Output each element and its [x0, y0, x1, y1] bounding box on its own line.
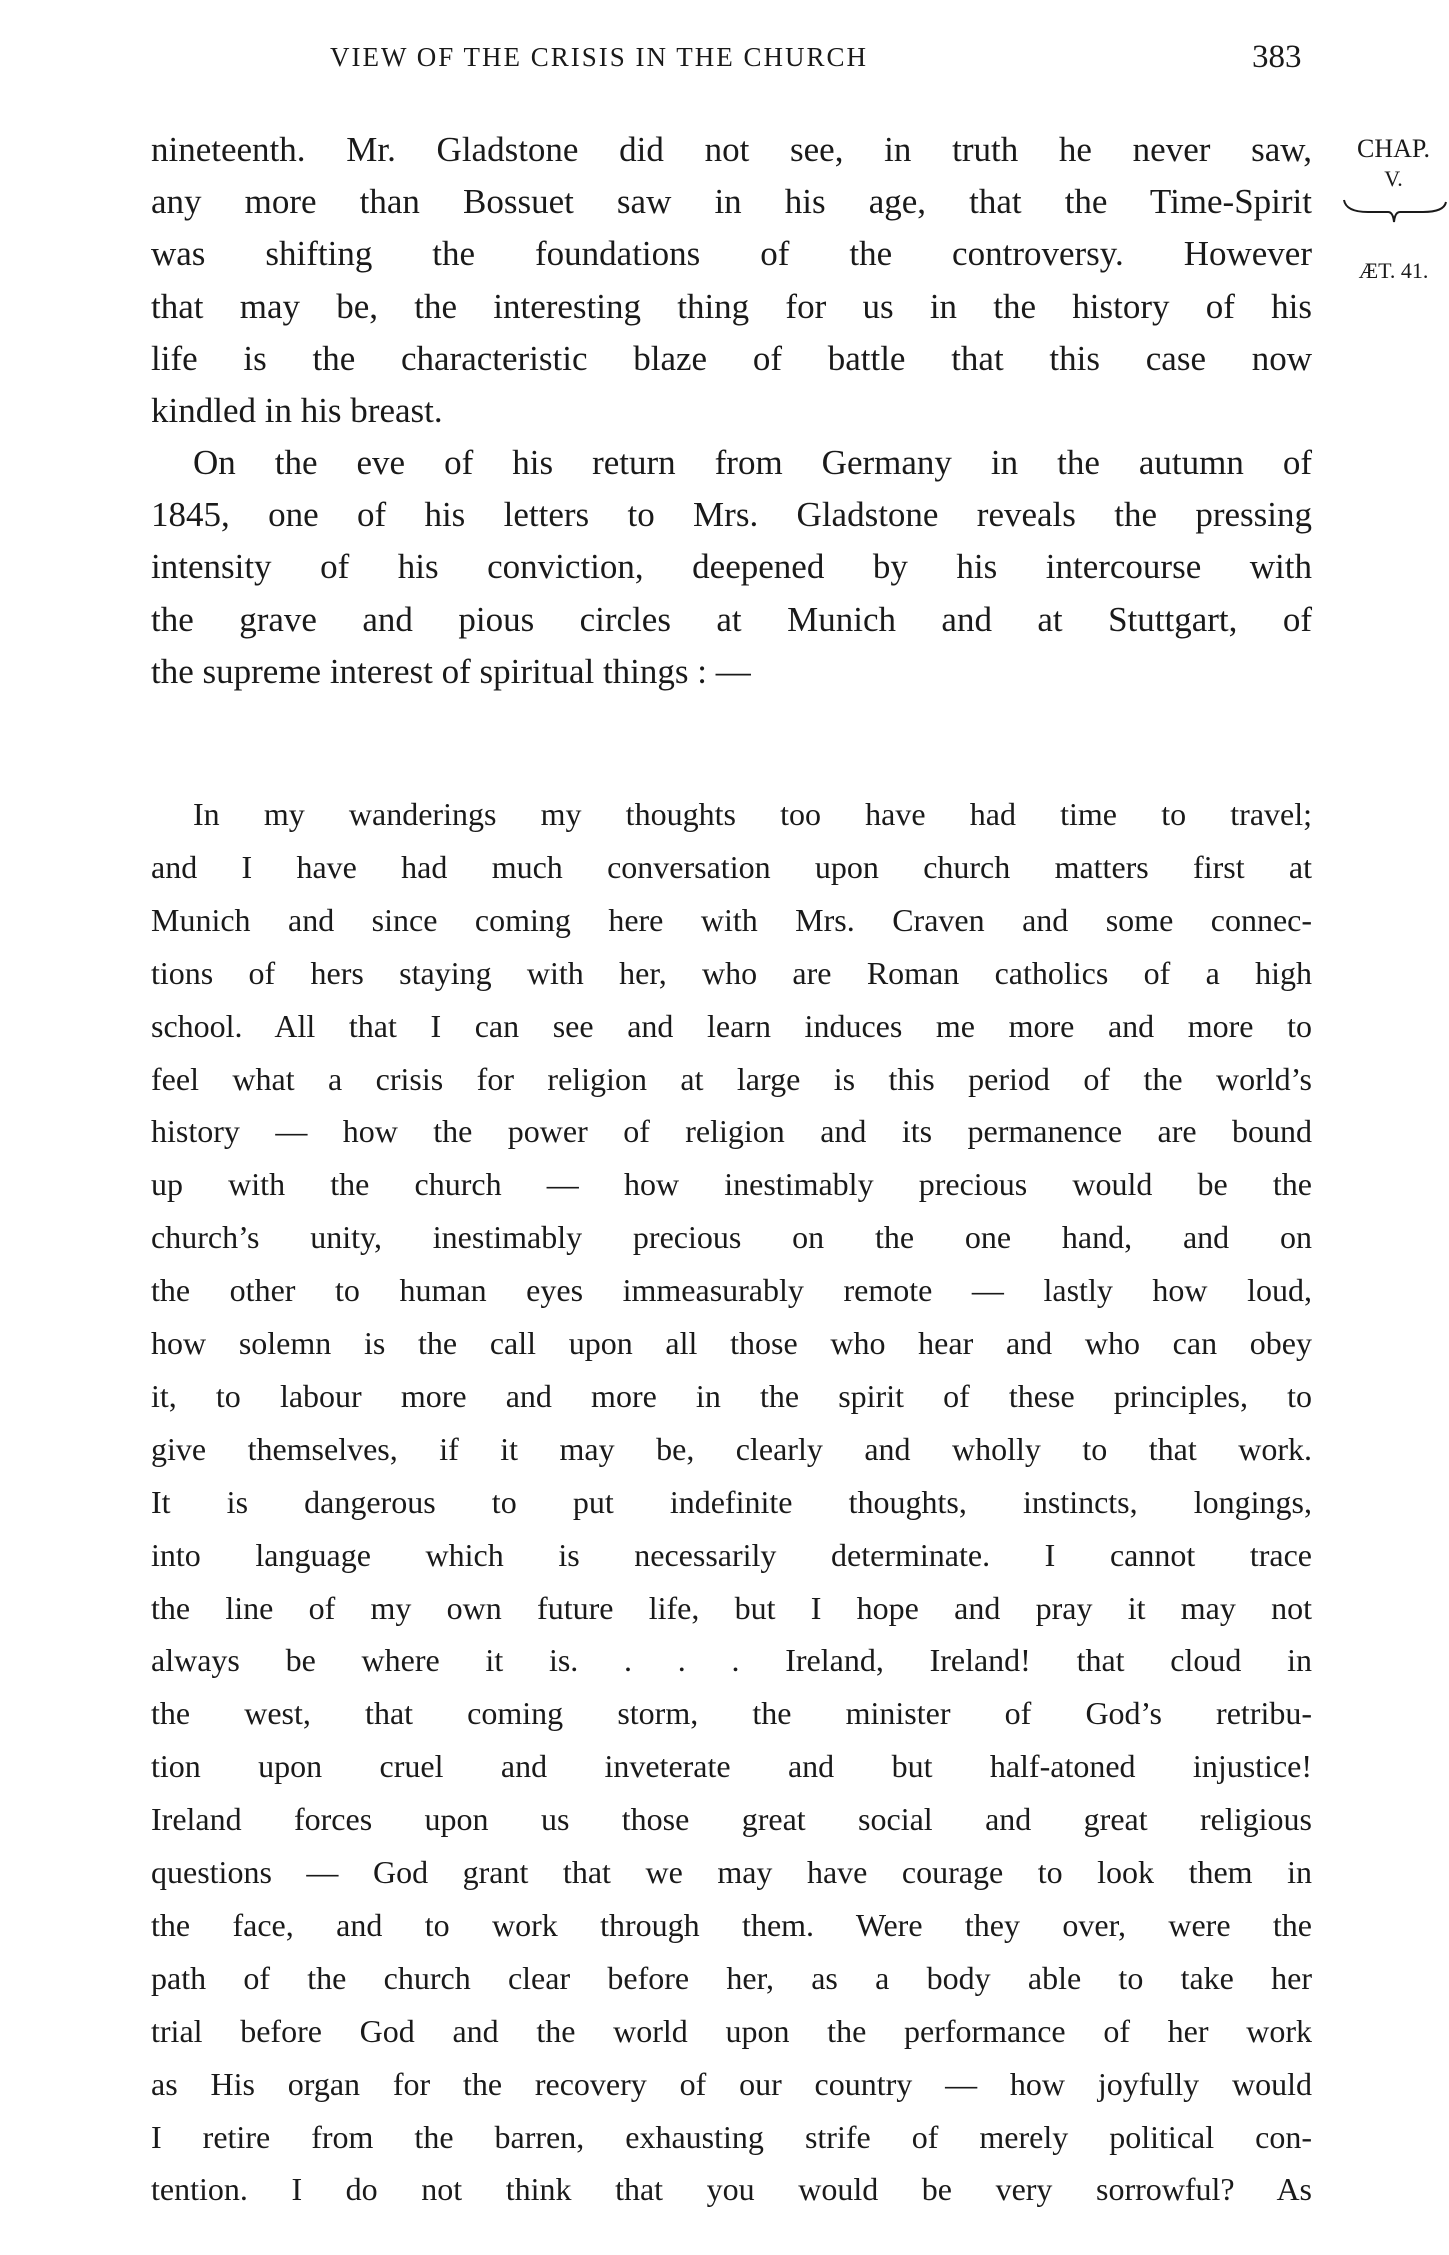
text-line: nineteenth. Mr. Gladstone did not see, in truth he never saw, [151, 130, 1312, 169]
text-line: the other to human eyes immeasurably remote — lastly how loud, [151, 1272, 1312, 1309]
text-line: the face, and to work through them. Were they over, were the [151, 1906, 1312, 1943]
text-line: as His organ for the recovery of our country — how joyfully would [151, 2065, 1312, 2102]
text-line: trial before God and the world upon the performance of her work [151, 2012, 1312, 2049]
text-line: church’s unity, inestimably precious on the one hand, and on [151, 1219, 1312, 1256]
text-line: tion upon cruel and inveterate and but half-atoned injustice! [151, 1748, 1312, 1785]
text-line: questions — God grant that we may have courage to look them in [151, 1854, 1312, 1890]
text-line: how solemn is the call upon all those who hear and who can obey [151, 1325, 1312, 1361]
margin-chapter-label: CHAP. [1357, 134, 1430, 163]
page-number: 383 [1252, 39, 1302, 75]
text-line: the line of my own future life, but I hope and pray it may not [151, 1589, 1312, 1626]
text-line: intensity of his conviction, deepened by his intercourse with [151, 547, 1312, 587]
text-line: the west, that coming storm, the minister of God’s retribu- [151, 1695, 1312, 1732]
text-line: always be where it is. . . . Ireland, Ireland! that cloud in [151, 1642, 1312, 1679]
text-line: school. All that I can see and learn induces me more and more to [151, 1007, 1312, 1044]
text-line: path of the church clear before her, as a body able to take her [151, 1959, 1312, 1996]
text-line: On the eve of his return from Germany in the autumn of [193, 443, 1312, 482]
text-line: It is dangerous to put indefinite thoughts, instincts, longings, [151, 1483, 1312, 1520]
text-line: Ireland forces upon us those great social and great religious [151, 1801, 1312, 1838]
text-line: the grave and pious circles at Munich and at Stuttgart, of [151, 599, 1312, 639]
text-line: give themselves, if it may be, clearly and wholly to that work. [151, 1430, 1312, 1467]
text-line: it, to labour more and more in the spirit of these principles, to [151, 1377, 1312, 1414]
text-line: tention. I do not think that you would be very sorrowful? As [151, 2171, 1312, 2208]
margin-chapter-number: V. [1384, 166, 1403, 191]
margin-age-label: ÆT. 41. [1358, 258, 1429, 283]
text-line: was shifting the foundations of the controversy. However [151, 234, 1312, 274]
text-line: I retire from the barren, exhausting strife of merely political con- [151, 2118, 1312, 2155]
running-title: VIEW OF THE CRISIS IN THE CHURCH [330, 42, 869, 72]
text-line: Munich and since coming here with Mrs. Craven and some connec- [151, 901, 1312, 938]
text-line: In my wanderings my thoughts too have had time to travel; [193, 796, 1312, 832]
text-line: and I have had much conversation upon church matters first at [151, 848, 1312, 885]
text-line: any more than Bossuet saw in his age, that the Time-Spirit [151, 182, 1312, 222]
text-line: history — how the power of religion and its permanence are bound [151, 1113, 1312, 1150]
text-line: life is the characteristic blaze of battle that this case now [151, 338, 1312, 378]
brace-icon [1338, 198, 1449, 226]
text-line: 1845, one of his letters to Mrs. Gladstone reveals the pressing [151, 495, 1312, 535]
text-line: up with the church — how inestimably precious would be the [151, 1166, 1312, 1203]
text-line: into language which is necessarily determinate. I cannot trace [151, 1536, 1312, 1573]
text-line: tions of hers staying with her, who are Roman catholics of a high [151, 954, 1312, 991]
text-line: kindled in his breast. [151, 391, 443, 430]
text-line: feel what a crisis for religion at large is this period of the world’s [151, 1060, 1312, 1097]
text-line: that may be, the interesting thing for us in the history of his [151, 286, 1312, 326]
text-line: the supreme interest of spiritual things : — [151, 651, 751, 691]
